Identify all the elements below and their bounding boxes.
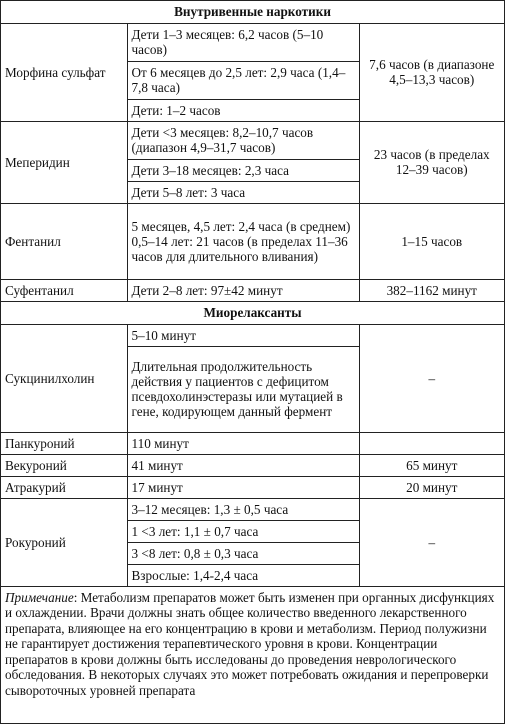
- child-halflife-cell: Дети: 1–2 часов: [127, 99, 359, 121]
- drug-name-rocuronium: Рокуроний: [1, 498, 127, 586]
- drug-name-pancuronium: Панкуроний: [1, 432, 127, 454]
- adult-halflife-cell: 20 минут: [359, 476, 504, 498]
- footnote-label: Примечание: [5, 589, 74, 605]
- child-halflife-cell: Длительная продолжительность действия у пациентов с дефицитом псевдохолинэстеразы или мутацией в гене, кодирующем данный фермент: [127, 346, 359, 432]
- table-row: [1, 498, 504, 520]
- drug-name-vecuronium: Векуроний: [1, 454, 127, 476]
- drug-name-atracurium: Атракурий: [1, 476, 127, 498]
- table-row: [1, 121, 504, 159]
- table-row: [1, 279, 504, 301]
- drug-name-meperidine: Меперидин: [1, 121, 127, 203]
- child-halflife-cell: 1 <3 лет: 1,1 ± 0,7 часа: [127, 520, 359, 542]
- table-footnote: [1, 587, 504, 699]
- adult-halflife-cell: [359, 432, 504, 454]
- adult-halflife-cell: 23 часов (в пределах 12–39 часов): [359, 121, 504, 203]
- adult-halflife-cell: 65 минут: [359, 454, 504, 476]
- child-halflife-cell: 5–10 минут: [127, 324, 359, 346]
- adult-halflife-cell: –: [359, 324, 504, 432]
- adult-halflife-cell: 382–1162 минут: [359, 279, 504, 301]
- table-row: [1, 23, 504, 61]
- table-row: [1, 476, 504, 498]
- child-halflife-cell: Взрослые: 1,4-2,4 часа: [127, 564, 359, 586]
- table-row: [1, 454, 504, 476]
- child-halflife-cell: 5 месяцев, 4,5 лет: 2,4 часа (в среднем) 0,5–14 лет: 21 часов (в пределах 11–36 часов для длительного вливания): [127, 203, 359, 279]
- section-header-relaxants: Миорелаксанты: [1, 301, 504, 324]
- drug-halflife-table: [1, 1, 504, 587]
- table-row: [1, 324, 504, 346]
- child-halflife-cell: Дети <3 месяцев: 8,2–10,7 часов (диапазон 4,9–31,7 часов): [127, 121, 359, 159]
- table-row: [1, 203, 504, 279]
- table-row: [1, 432, 504, 454]
- section-row: [1, 1, 504, 23]
- child-halflife-cell: Дети 5–8 лет: 3 часа: [127, 181, 359, 203]
- child-halflife-cell: Дети 1–3 месяцев: 6,2 часов (5–10 часов): [127, 23, 359, 61]
- footnote-text: : Метаболизм препаратов может быть изменен при органных дисфункциях и охлаждении. Врачи должны знать общее количество введенного лекарственного препарата, влияющее на его концентрацию в крови и метаболизм. Период полужизни не гарантирует достижения терапевтического уровня в крови. Концентрации препаратов в крови должны быть исследованы до проведения неврологического обследования. В некоторых случаях это может потребовать ожидания и перепроверки сывороточных уровней препарата: [5, 589, 495, 698]
- child-halflife-cell: 110 минут: [127, 432, 359, 454]
- drug-name-sufentanil: Суфентанил: [1, 279, 127, 301]
- child-halflife-cell: 17 минут: [127, 476, 359, 498]
- drug-name-morphine: Морфина сульфат: [1, 23, 127, 121]
- child-halflife-cell: 41 минут: [127, 454, 359, 476]
- child-halflife-cell: Дети 2–8 лет: 97±42 минут: [127, 279, 359, 301]
- section-header-iv-narcotics: Внутривенные наркотики: [1, 1, 504, 23]
- adult-halflife-cell: –: [359, 498, 504, 586]
- child-halflife-cell: От 6 месяцев до 2,5 лет: 2,9 часа (1,4–7,8 часа): [127, 61, 359, 99]
- drug-name-succinylcholine: Сукцинилхолин: [1, 324, 127, 432]
- section-row: [1, 301, 504, 324]
- child-halflife-cell: 3 <8 лет: 0,8 ± 0,3 часа: [127, 542, 359, 564]
- child-halflife-cell: Дети 3–18 месяцев: 2,3 часа: [127, 159, 359, 181]
- drug-name-fentanyl: Фентанил: [1, 203, 127, 279]
- adult-halflife-cell: 1–15 часов: [359, 203, 504, 279]
- adult-halflife-cell: 7,6 часов (в диапазоне 4,5–13,3 часов): [359, 23, 504, 121]
- child-halflife-cell: 3–12 месяцев: 1,3 ± 0,5 часа: [127, 498, 359, 520]
